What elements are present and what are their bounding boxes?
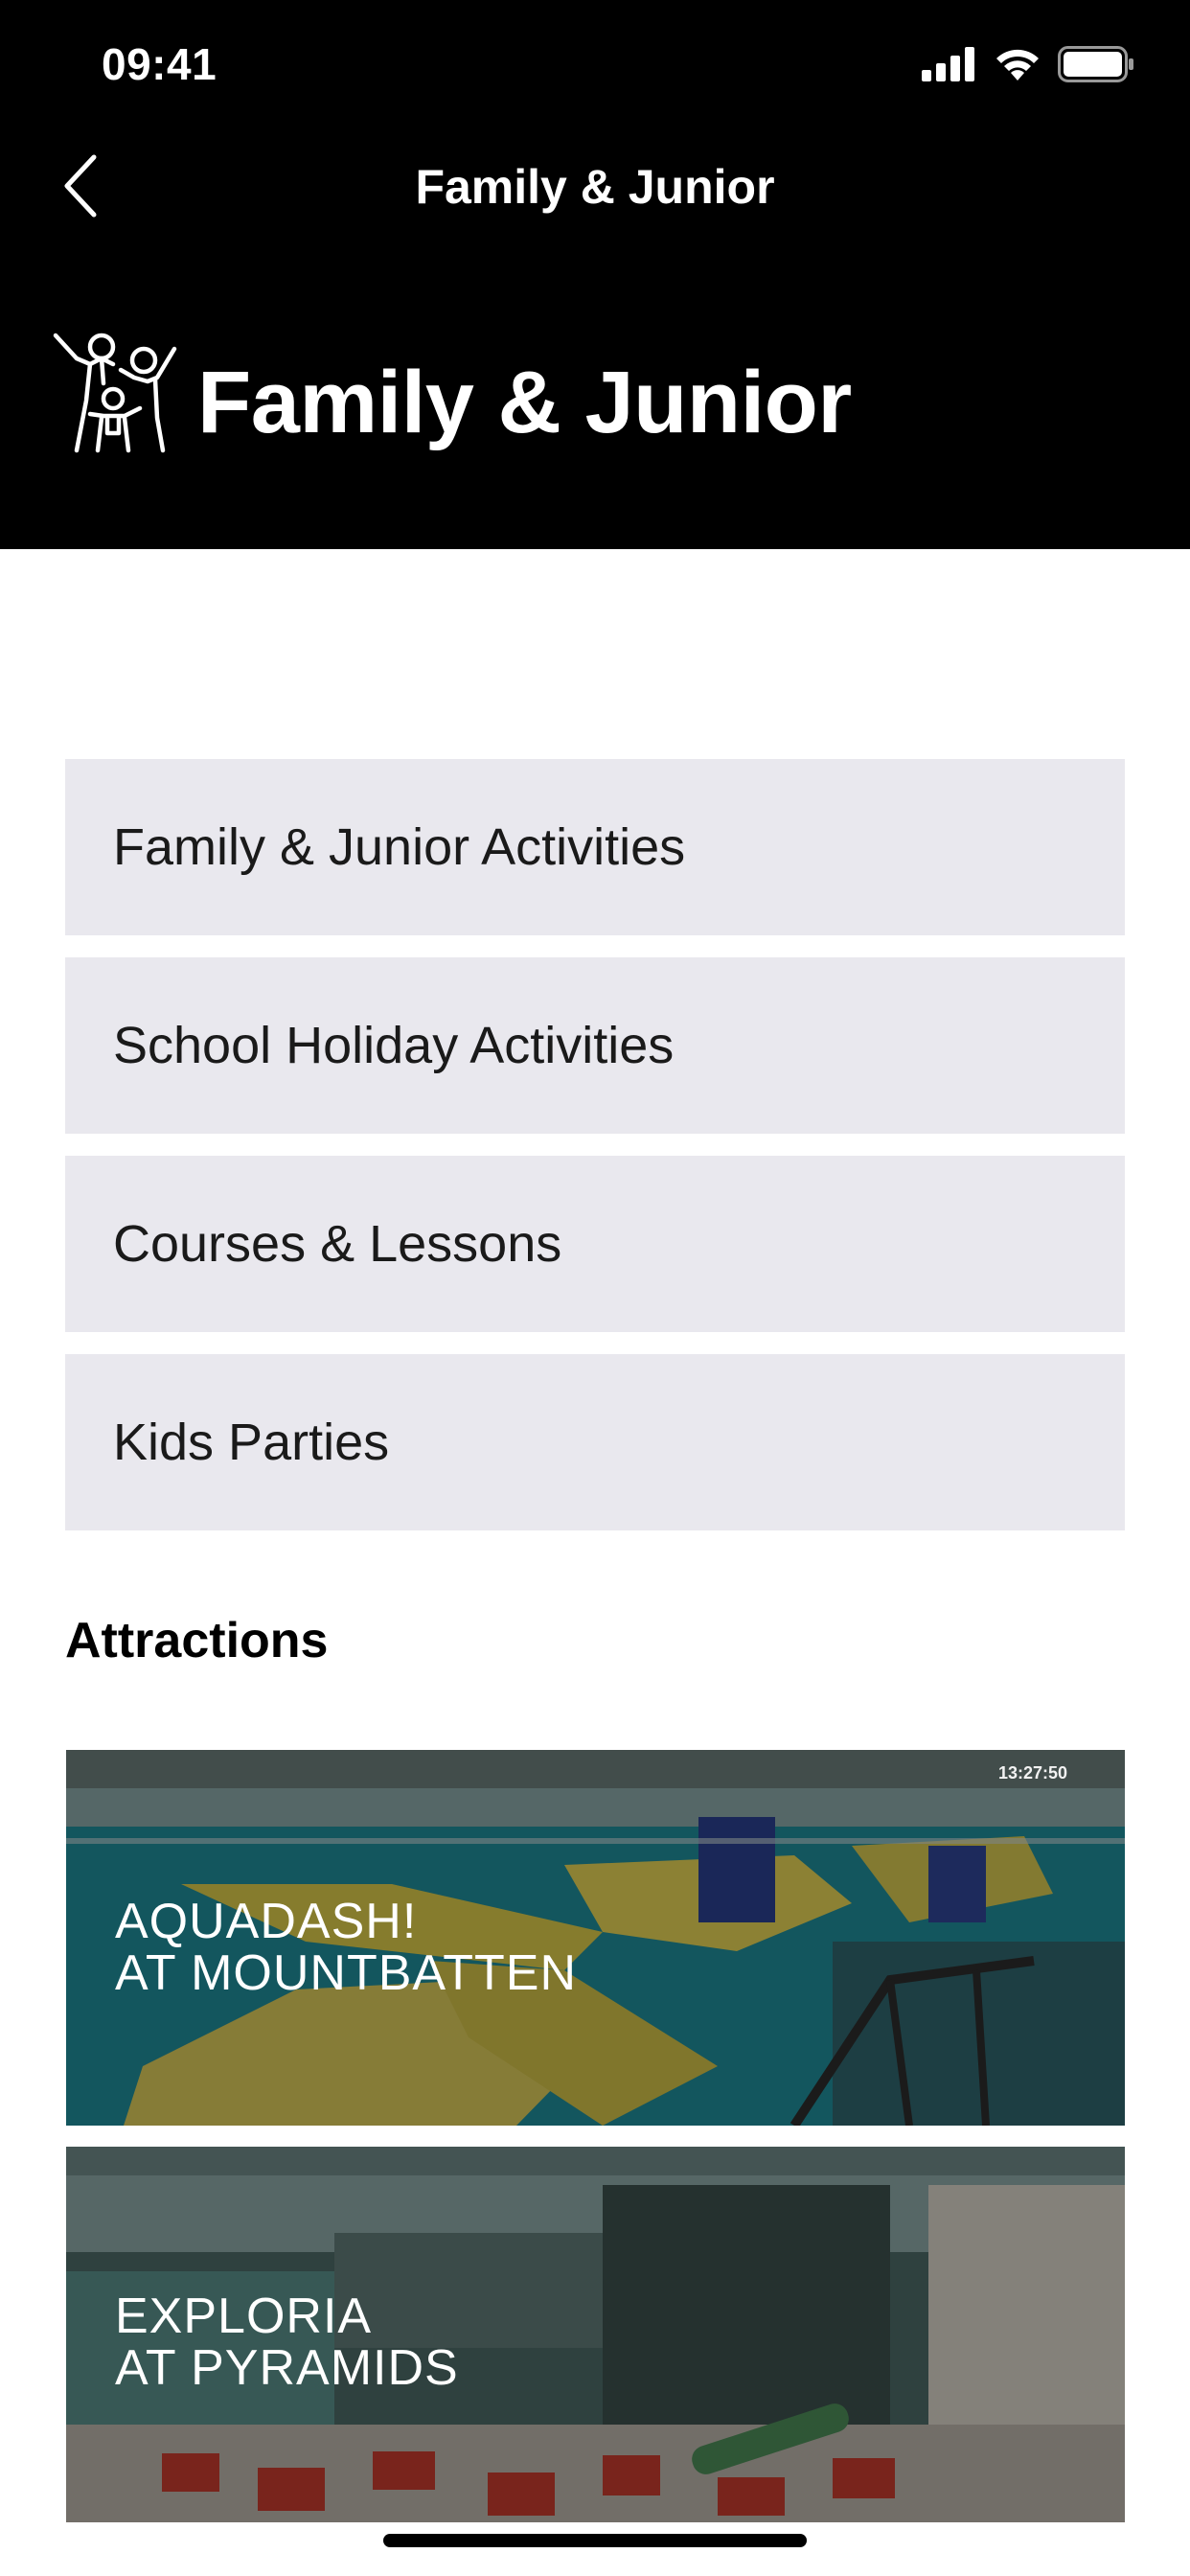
status-time: 09:41: [102, 39, 217, 89]
signal-icon: [922, 47, 977, 81]
menu-item-family-junior-activities[interactable]: Family & Junior Activities: [65, 759, 1125, 935]
attraction-card-aquadash[interactable]: [66, 1750, 1125, 2126]
attraction-name: EXPLORIA: [115, 2288, 373, 2344]
wifi-icon: [993, 46, 1042, 82]
hero-title: Family & Junior: [197, 354, 852, 451]
nav-title: Family & Junior: [415, 160, 775, 214]
menu-item-courses-lessons[interactable]: Courses & Lessons: [65, 1156, 1125, 1332]
attraction-name: AQUADASH!: [115, 1894, 418, 1949]
home-indicator[interactable]: [383, 2534, 807, 2547]
attraction-location: AT MOUNTBATTEN: [115, 1945, 577, 2001]
attractions-title: Attractions: [65, 1613, 329, 1668]
menu-list: [65, 759, 1125, 1552]
attraction-location: AT PYRAMIDS: [115, 2340, 459, 2396]
battery-icon: [1058, 46, 1134, 82]
attraction-card-label: [115, 2290, 459, 2394]
header: [0, 0, 1190, 549]
status-icons: [922, 46, 1134, 82]
attraction-card-exploria[interactable]: [66, 2147, 1125, 2522]
menu-item-school-holiday-activities[interactable]: School Holiday Activities: [65, 957, 1125, 1134]
family-icon: [48, 326, 182, 460]
menu-item-kids-parties[interactable]: Kids Parties: [65, 1354, 1125, 1530]
attraction-card-label: [115, 1896, 577, 1999]
pool-clock: 13:27:50: [997, 1763, 1067, 1782]
